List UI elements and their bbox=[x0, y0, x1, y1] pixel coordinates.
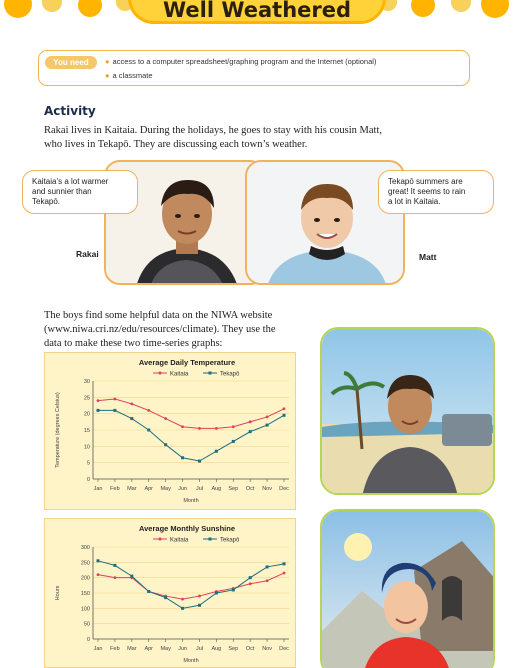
data-point-kaitaia bbox=[114, 398, 117, 401]
header-decoration-left bbox=[0, 0, 150, 22]
x-tick-label: Sep bbox=[228, 486, 239, 492]
data-point-tekapo bbox=[130, 575, 133, 578]
data-point-kaitaia bbox=[283, 407, 286, 410]
x-tick-label: Jul bbox=[195, 486, 203, 492]
y-tick-label: 15 bbox=[83, 428, 90, 434]
legend-label: Tekapō bbox=[220, 537, 240, 544]
series-line-tekapo bbox=[98, 561, 284, 609]
x-tick-label: Oct bbox=[245, 646, 255, 652]
data-point-kaitaia bbox=[114, 576, 117, 579]
x-tick-label: Apr bbox=[144, 486, 154, 492]
data-point-kaitaia bbox=[266, 579, 269, 582]
data-point-tekapo bbox=[164, 596, 167, 599]
data-point-tekapo bbox=[97, 409, 100, 412]
y-tick-label: 100 bbox=[80, 606, 90, 613]
x-tick-label: Jan bbox=[93, 646, 103, 652]
legend-marker bbox=[209, 372, 212, 375]
data-point-kaitaia bbox=[215, 427, 218, 430]
x-tick-label: May bbox=[160, 486, 171, 492]
activity-intro: Rakai lives in Kaitaia. During the holidays, he goes to stay with his cousin Matt, who lives in Tekapō. They are discussing each town’s weather. bbox=[44, 125, 382, 150]
data-point-kaitaia bbox=[164, 417, 167, 420]
data-point-tekapo bbox=[215, 450, 218, 453]
you-need-item: ● a classmate bbox=[105, 71, 153, 80]
y-axis-label: Hours bbox=[55, 585, 61, 601]
you-need-label: You need bbox=[45, 56, 97, 69]
data-point-tekapo bbox=[147, 590, 150, 593]
x-tick-label: Dec bbox=[279, 486, 289, 492]
x-tick-label: Mar bbox=[127, 646, 137, 652]
data-point-kaitaia bbox=[232, 425, 235, 428]
data-point-kaitaia bbox=[198, 595, 201, 598]
sunshine-chart-svg bbox=[45, 519, 297, 668]
x-tick-label: Mar bbox=[127, 486, 137, 492]
y-tick-label: 0 bbox=[86, 477, 90, 483]
data-point-tekapo bbox=[113, 409, 116, 412]
legend-label: Kaitaia bbox=[170, 537, 189, 544]
x-tick-label: Sep bbox=[228, 646, 239, 652]
data-point-tekapo bbox=[266, 565, 269, 568]
y-axis-label: Temperature (degrees Celsius) bbox=[55, 392, 61, 468]
x-tick-label: Jul bbox=[195, 646, 203, 652]
legend-marker bbox=[159, 372, 162, 375]
data-point-kaitaia bbox=[249, 420, 252, 423]
data-point-tekapo bbox=[97, 559, 100, 562]
data-point-tekapo bbox=[249, 576, 252, 579]
x-tick-label: Jan bbox=[93, 486, 103, 492]
temperature-chart-svg bbox=[45, 353, 297, 511]
data-point-kaitaia bbox=[181, 598, 184, 601]
chart-title: Average Daily Temperature bbox=[138, 358, 236, 367]
x-tick-label: Nov bbox=[262, 646, 272, 652]
data-point-tekapo bbox=[232, 440, 235, 443]
bullet-icon: ● bbox=[105, 57, 110, 66]
y-tick-label: 0 bbox=[86, 637, 90, 643]
x-tick-label: Feb bbox=[110, 486, 120, 492]
x-tick-label: Feb bbox=[110, 646, 120, 652]
data-point-kaitaia bbox=[97, 573, 100, 576]
data-point-tekapo bbox=[113, 564, 116, 567]
data-point-kaitaia bbox=[283, 572, 286, 575]
x-axis-label: Month bbox=[183, 658, 199, 664]
legend-label: Tekapō bbox=[220, 371, 240, 378]
x-tick-label: Nov bbox=[262, 486, 272, 492]
beach-photo bbox=[320, 327, 495, 495]
y-tick-label: 200 bbox=[80, 575, 90, 582]
legend-marker bbox=[209, 538, 212, 541]
series-line-tekapo bbox=[98, 410, 284, 461]
matt-speech-bubble: Tekapō summers are great! It seems to rain a lot in Kaitaia. bbox=[378, 170, 494, 214]
you-need-item: ● access to a computer spreadsheet/graphing program and the Internet (optional) bbox=[105, 57, 377, 66]
data-point-tekapo bbox=[181, 456, 184, 459]
rakai-name: Rakai bbox=[76, 249, 99, 259]
temperature-chart bbox=[44, 352, 296, 510]
y-tick-label: 20 bbox=[83, 411, 90, 418]
data-point-tekapo bbox=[283, 414, 286, 417]
chart-title: Average Monthly Sunshine bbox=[139, 524, 235, 533]
data-point-kaitaia bbox=[181, 425, 184, 428]
beach-illustration bbox=[322, 329, 495, 495]
you-need-box bbox=[38, 50, 470, 86]
data-point-kaitaia bbox=[97, 399, 100, 402]
header-decoration-right bbox=[363, 0, 513, 22]
x-tick-label: May bbox=[160, 646, 171, 652]
x-axis-label: Month bbox=[183, 498, 199, 504]
title-banner bbox=[128, 0, 386, 24]
data-point-tekapo bbox=[215, 592, 218, 595]
x-tick-label: Apr bbox=[144, 646, 154, 652]
x-tick-label: Jun bbox=[178, 486, 187, 492]
data-point-tekapo bbox=[181, 607, 184, 610]
legend-marker bbox=[159, 538, 162, 541]
y-tick-label: 30 bbox=[83, 379, 90, 385]
rakai-speech-bubble: Kaitaia’s a lot warmer and sunnier than Tekapō. bbox=[22, 170, 138, 214]
y-tick-label: 50 bbox=[83, 621, 90, 628]
page-title: Well Weathered bbox=[162, 0, 352, 22]
x-tick-label: Dec bbox=[279, 646, 289, 652]
legend-label: Kaitaia bbox=[170, 371, 189, 378]
data-point-kaitaia bbox=[266, 416, 269, 419]
y-tick-label: 300 bbox=[80, 545, 90, 551]
church-illustration bbox=[322, 511, 495, 668]
data-point-kaitaia bbox=[147, 409, 150, 412]
data-point-tekapo bbox=[283, 562, 286, 565]
x-tick-label: Oct bbox=[245, 486, 255, 492]
y-tick-label: 250 bbox=[80, 560, 90, 567]
series-line-kaitaia bbox=[98, 573, 284, 599]
x-tick-label: Aug bbox=[211, 486, 222, 492]
data-point-tekapo bbox=[198, 604, 201, 607]
data-point-tekapo bbox=[198, 460, 201, 463]
data-point-tekapo bbox=[164, 443, 167, 446]
sunshine-chart bbox=[44, 518, 296, 668]
data-point-tekapo bbox=[147, 429, 150, 432]
church-photo bbox=[320, 509, 495, 668]
activity-heading: Activity bbox=[44, 104, 96, 118]
data-point-kaitaia bbox=[130, 402, 133, 405]
y-tick-label: 150 bbox=[80, 591, 90, 597]
data-point-tekapo bbox=[232, 588, 235, 591]
data-point-kaitaia bbox=[198, 427, 201, 430]
data-point-tekapo bbox=[266, 424, 269, 427]
y-tick-label: 5 bbox=[86, 460, 90, 467]
data-point-tekapo bbox=[249, 430, 252, 433]
data-point-tekapo bbox=[130, 417, 133, 420]
bullet-icon: ● bbox=[105, 71, 110, 80]
x-tick-label: Jun bbox=[178, 646, 187, 652]
y-tick-label: 25 bbox=[83, 395, 90, 402]
matt-name: Matt bbox=[419, 252, 437, 262]
data-point-kaitaia bbox=[249, 582, 252, 585]
graphs-intro: The boys find some helpful data on the NIWA website (www.niwa.cri.nz/edu/resources/climate). They use the data to make these two time-series graphs: bbox=[44, 310, 276, 349]
y-tick-label: 10 bbox=[83, 444, 90, 451]
x-tick-label: Aug bbox=[211, 646, 222, 652]
